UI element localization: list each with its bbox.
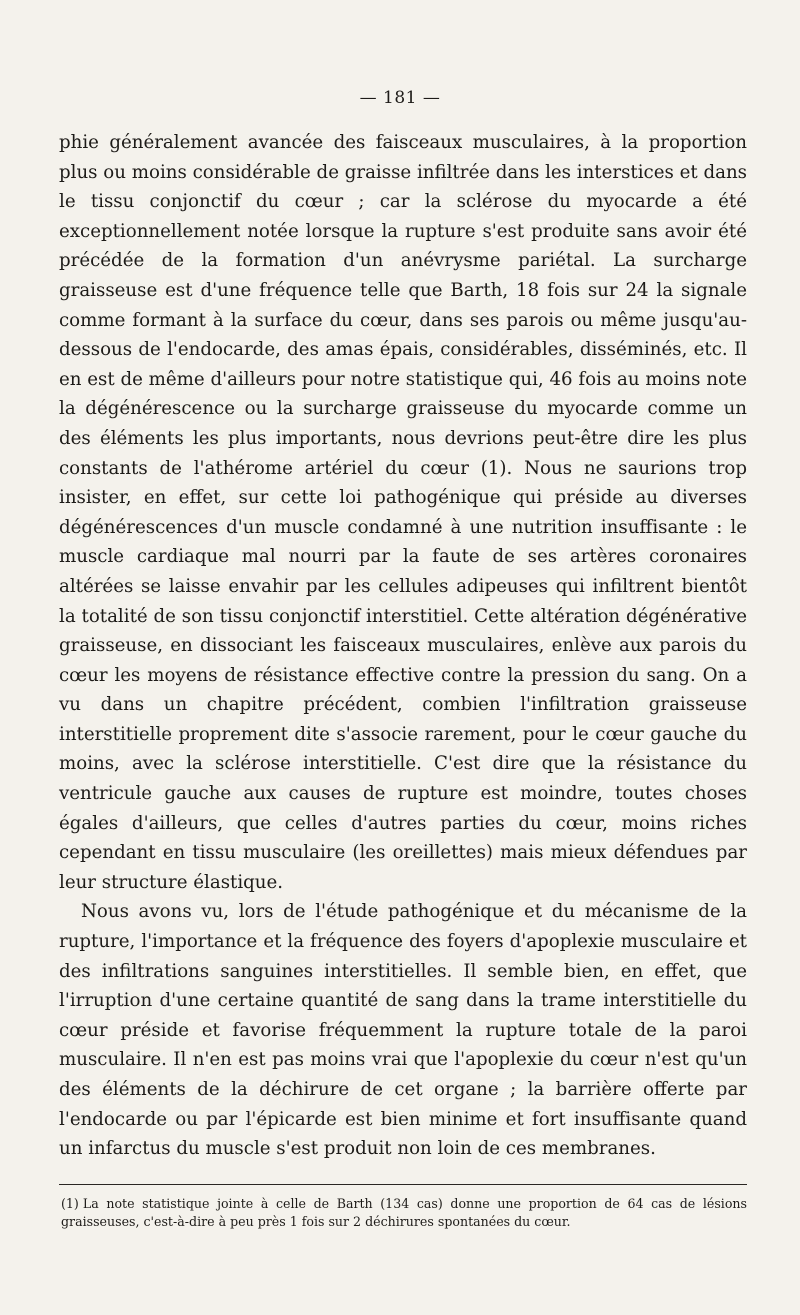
paragraph-2: Nous avons vu, lors de l'étude pathogénique et du mécanisme de la rupture, l'importance et la fréquence des foyers d'apoplexie musculaire et des infiltrations sanguines interstitielles. Il semble bien, en effet, que l'irruption d'une certaine quantité de sang dans la trame interstitielle du cœur préside et favorise fréquemment la rupture totale de la paroi musculaire. Il n'en est pas moins vrai que l'apoplexie du cœur n'est qu'un des éléments de la déchirure de cet organe ; la barrière offerte par l'endocarde ou par l'épicarde est bien minime et fort insuffisante quand un infarctus du muscle s'est produit non loin de ces membranes. [59,901,747,1160]
page-number: — 181 — [359,88,441,108]
footnote-separator [59,1184,747,1185]
footnote [59,1195,747,1231]
paragraph-1: phie généralement avancée des faisceaux musculaires, à la proportion plus ou moins considérable de graisse infiltrée dans les interstices et dans le tissu conjonctif du cœur ; car la sclérose du myocarde a été exceptionnellement notée lorsque la rupture s'est produite sans avoir été précédée de la formation d'un anévrysme pariétal. La surcharge graisseuse est d'une fréquence telle que Barth, 18 fois sur 24 la signale comme formant à la surface du cœur, dans ses parois ou même jusqu'au-dessous de l'endocarde, des amas épais, considérables, disséminés, etc. Il en est de même d'ailleurs pour notre statistique qui, 46 fois au moins note la dégénérescence ou la surcharge graisseuse du myocarde comme un des éléments les plus importants, nous devrions peut-être dire les plus constants de l'athérome artériel du cœur (1). Nous ne saurions trop insister, en effet, sur cette loi pathogénique qui préside au diverses dégénérescences d'un muscle condamné à une nutrition insuffisante : le muscle cardiaque mal nourri par la faute de ses artères coronaires altérées se laisse envahir par les cellules adipeuses qui infiltrent bientôt la totalité de son tissu conjonctif interstitiel. Cette altération dégénérative graisseuse, en dissociant les faisceaux musculaires, enlève aux parois du cœur les moyens de résistance effective contre la pression du sang. On a vu dans un chapitre précédent, combien l'infiltration graisseuse interstitielle proprement dite s'associe rarement, pour le cœur gauche du moins, avec la sclérose interstitielle. C'est dire que la résistance du ventricule gauche aux causes de rupture est moindre, toutes choses égales d'ailleurs, que celles d'autres parties du cœur, moins riches cependant en tissu musculaire (les oreillettes) mais mieux défendues par leur structure élastique. [59,132,747,893]
footnote-text: La note statistique jointe à celle de Barth (134 cas) donne une proportion de 64 cas de lésions graisseuses, c'est-à-dire à peu près 1 fois sur 2 déchirures spontanées du cœur. [61,1195,747,1229]
footnote-marker: (1) [61,1195,79,1211]
body-text [59,128,747,1164]
